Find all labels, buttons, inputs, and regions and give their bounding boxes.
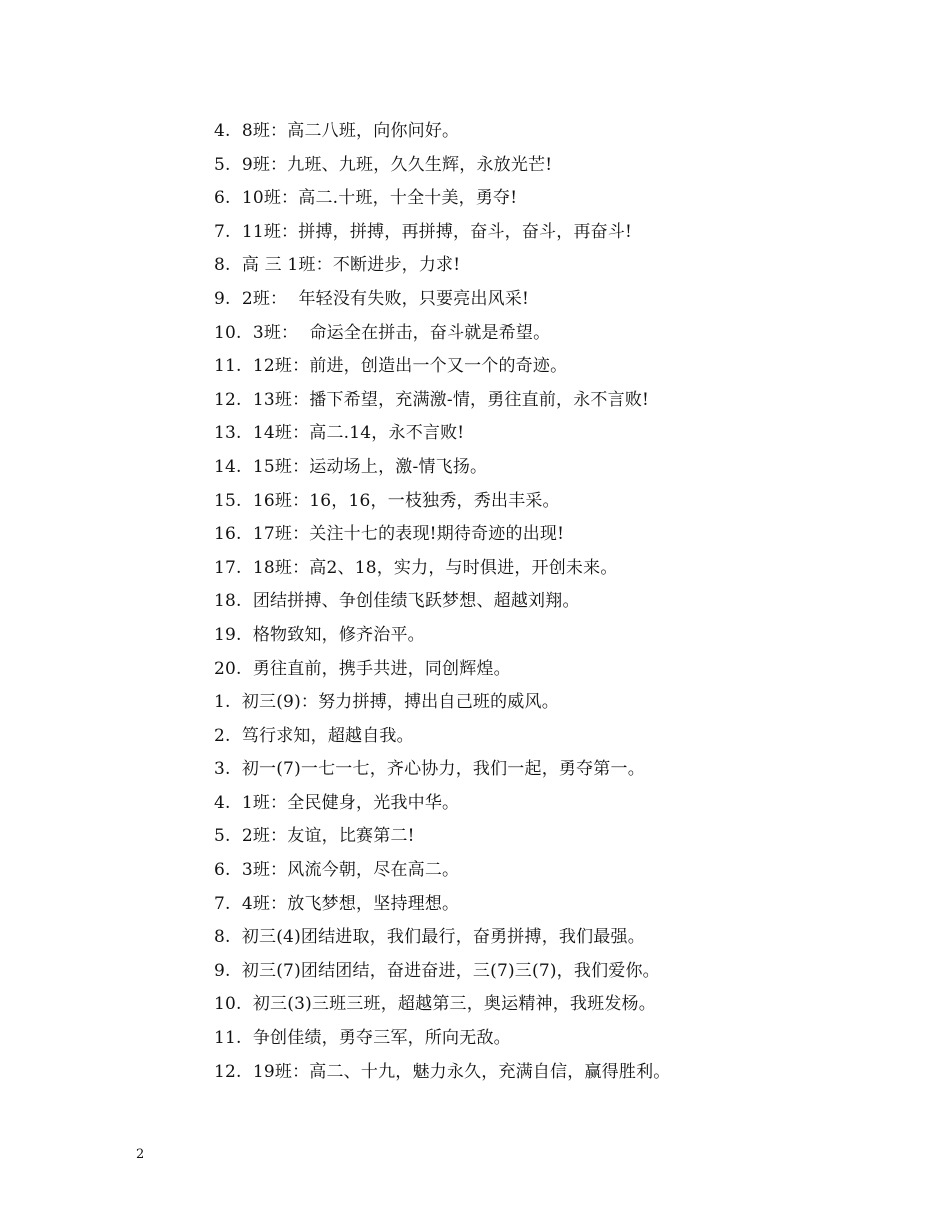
list-item: 7. 4班：放飞梦想，坚持理想。 [214, 893, 460, 914]
list-item: 5. 2班：友谊，比赛第二! [214, 826, 415, 847]
list-item: 12. 13班：播下希望，充满激-情，勇往直前，永不言败! [214, 389, 650, 410]
list-item: 8. 高 三 1班：不断进步，力求! [214, 255, 461, 276]
list-item: 6. 3班：风流今朝，尽在高二。 [214, 860, 460, 881]
list-item: 14. 15班：运动场上，激-情飞扬。 [214, 456, 488, 477]
slogan-list [214, 117, 914, 1091]
list-item: 6. 10班：高二.十班，十全十美，勇夺! [214, 188, 518, 209]
list-item: 3. 初一(7)一七一七，齐心协力，我们一起，勇夺第一。 [214, 759, 645, 780]
list-item: 13. 14班：高二.14，永不言败! [214, 423, 465, 444]
list-item: 1. 初三(9)：努力拼搏，搏出自己班的威风。 [214, 692, 559, 713]
list-item: 11. 12班：前进，创造出一个又一个的奇迹。 [214, 356, 568, 377]
list-item: 12. 19班：高二、十九，魅力永久，充满自信，赢得胜利。 [214, 1061, 671, 1082]
list-item: 7. 11班：拼搏，拼搏，再拼搏，奋斗，奋斗，再奋斗! [214, 221, 633, 242]
list-item: 5. 9班：九班、九班，久久生辉，永放光芒! [214, 154, 553, 175]
list-item: 2. 笃行求知，超越自我。 [214, 725, 414, 746]
list-item: 11. 争创佳绩，勇夺三军，所向无敌。 [214, 1028, 511, 1049]
list-item: 9. 2班： 年轻没有失败，只要亮出风采! [214, 288, 530, 309]
list-item: 10. 3班： 命运全在拼击，奋斗就是希望。 [214, 322, 551, 343]
list-item: 8. 初三(4)团结进取，我们最行，奋勇拼搏，我们最强。 [214, 927, 645, 948]
list-item: 15. 16班：16，16，一枝独秀，秀出丰采。 [214, 490, 560, 511]
list-item: 19. 格物致知，修齐治平。 [214, 624, 425, 645]
list-item: 18. 团结拼搏、争创佳绩飞跃梦想、超越刘翔。 [214, 591, 580, 612]
list-item: 4. 1班：全民健身，光我中华。 [214, 792, 460, 813]
list-item: 4. 8班：高二八班，向你问好。 [214, 121, 460, 141]
list-item: 16. 17班：关注十七的表现!期待奇迹的出现! [214, 524, 565, 545]
page-number: 2 [136, 1147, 145, 1162]
list-item: 10. 初三(3)三班三班，超越第三，奥运精神，我班发杨。 [214, 994, 656, 1015]
list-item: 20. 勇往直前，携手共进，同创辉煌。 [214, 658, 511, 679]
list-item: 9. 初三(7)团结团结，奋进奋进，三(7)三(7)，我们爱你。 [214, 960, 660, 981]
list-item: 17. 18班：高2、18，实力，与时俱进，开创未来。 [214, 557, 618, 578]
